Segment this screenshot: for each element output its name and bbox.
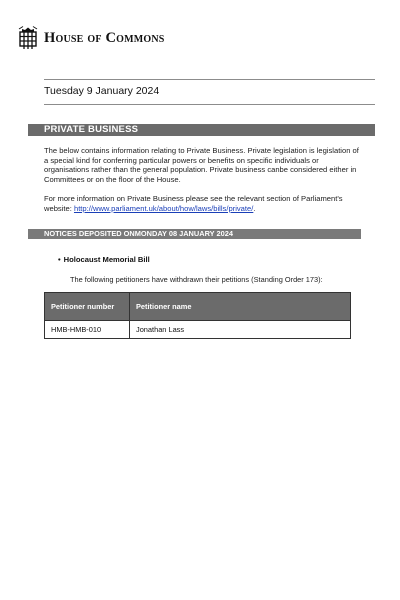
notices-heading: NOTICES DEPOSITED ONMONDAY 08 JANUARY 2024 (44, 229, 233, 238)
private-business-heading: PRIVATE BUSINESS (44, 124, 139, 135)
notices-heading-bar (28, 229, 361, 239)
petitioners-table (44, 292, 351, 339)
petitioner-name-cell: Jonathan Lass (130, 321, 351, 339)
more-information-paragraph (44, 194, 364, 213)
withdrawn-petitions-intro: The following petitioners have withdrawn their petitions (Standing Order 173): (70, 275, 323, 284)
table-header-row (45, 293, 351, 321)
petitioner-name-header: Petitioner name (130, 293, 351, 321)
petitioner-number-cell: HMB-HMB-010 (45, 321, 130, 339)
bill-name: Holocaust Memorial Bill (63, 255, 150, 264)
top-divider (44, 79, 375, 80)
document-date: Tuesday 9 January 2024 (44, 85, 160, 97)
portcullis-icon (18, 26, 38, 50)
house-of-commons-wordmark: House of Commons (44, 29, 165, 46)
bullet-icon: • (58, 255, 61, 264)
more-information-end: . (253, 203, 256, 213)
table-row (45, 321, 351, 339)
private-bills-link[interactable]: http://www.parliament.uk/about/how/laws/bills/private/ (73, 203, 254, 213)
private-business-description: The below contains information relating to Private Business. Private legislation is legislation of a special kind for conferring particular powers or benefits on specific individuals or organisations rather than the general population. Private business canbe considered either in Committees or on the floor of the House. (44, 146, 359, 184)
date-divider (44, 104, 375, 105)
more-information-text: For more information on Private Business please see the relevant section of Parliament's website: (44, 194, 343, 213)
petitioner-number-header: Petitioner number (45, 293, 130, 321)
private-business-heading-bar (28, 124, 375, 136)
bill-list-item (58, 255, 150, 264)
house-of-commons-header (18, 26, 165, 50)
